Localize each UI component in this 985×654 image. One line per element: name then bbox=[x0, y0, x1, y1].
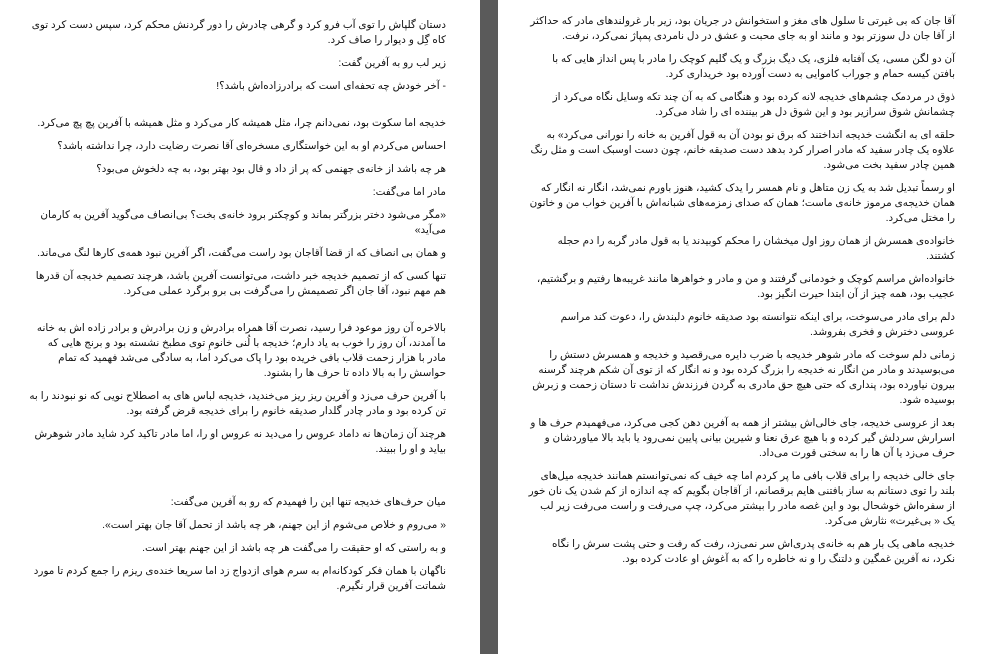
paragraph: «مگر می‌شود دختر بزرگتر بماند و کوچکتر برود خانه‌ی بخت؟ بی‌انصاف می‌گوید آفرین به کارمان می‌آید» bbox=[40, 210, 446, 236]
right-page-text bbox=[528, 14, 955, 567]
paragraph: خدیجه اما سکوت بود، نمی‌دانم چرا، مثل همیشه کار می‌کرد و مثل همیشه با آفرین پچ پچ می‌کرد. bbox=[37, 118, 446, 129]
paragraph: هر چه باشد از خانه‌ی جهنمی که پر از داد و قال بود بهتر بود، به چه دلخوش می‌بود؟ bbox=[96, 164, 446, 175]
paragraph: آقا جان که بی غیرتی تا سلول های مغز و استخوانش در جریان بود، زیر بار غرولندهای مادر که حداکثر از آقا جان دل سوزتر بود و مانند او به جای محبت و عشق در دل نامردی پمپاژ نمی‌کرد، نرفت. bbox=[530, 16, 955, 42]
right-page bbox=[498, 0, 985, 654]
paragraph: و به راستی که او حقیقت را می‌گفت هر چه باشد از این جهنم بهتر است. bbox=[142, 543, 446, 554]
paragraph: آن دو لگن مسی، یک آفتابه فلزی، یک دیگ بزرگ و یک گلیم کوچک را مادر با پس انداز هایی که با بافتن کیسه حمام و جوراب کاموایی به دست آورده بود خریداری کرد. bbox=[552, 54, 955, 80]
paragraph: او رسماً تبدیل شد به یک زن متاهل و نام همسر را یدک کشید، هنوز باورم نمی‌شد، انگار نه انگار که همان خدیجه‌ی مرموز خانه‌ی ماست؛ همان که صدای زمزمه‌های شبانه‌اش با آفرین خواب من و خاتون را مختل می‌کرد. bbox=[529, 183, 955, 224]
paragraph: دلم برای مادر می‌سوخت، برای اینکه نتوانسته بود صدیقه خانوم دلبندش را، دعوت کند مراسم عروسی دخترش و فخری بفروشد. bbox=[560, 312, 955, 338]
paragraph: خانواده‌اش مراسم کوچک و خودمانی گرفتند و من و مادر و خواهرها مانند غریبه‌ها رفتیم و برگشتیم، عجیب بود، همه چیز از آن ابتدا حیرت انگیز بود. bbox=[536, 274, 955, 300]
paragraph: احساس می‌کردم او به این خواستگاری مسخره‌ای آقا نصرت رضایت دارد، چرا نداشته باشد؟ bbox=[57, 141, 446, 152]
paragraph: خانواده‌ی همسرش از همان روز اول میخشان را محکم کوبیدند یا به قول مادر گربه را دم حجله کشتند. bbox=[557, 236, 955, 262]
paragraph: بالاخره آن روز موعود فرا رسید، نصرت آقا همراه برادرش و زن برادرش و برادر زاده اش به خانه ما آمدند، آن روز را خوب به یاد دارم؛ خدیجه با لُنی خانومِ توی مطبخ نشسته بود و برنج هایی که مادر با هزار زحمت قلاب بافی خریده بود را پاک می‌کرد اما، به سادگی می‌شد فهمید که تمام حواسش را به بالا داده تا حرف ها را بشنود. bbox=[36, 323, 446, 379]
paragraph: ناگهان با همان فکر کودکانه‌ام به سرم هوای ازدواج زد اما سریعا خنده‌ی ریزم را جمع کردم تا مورد شماتت آفرین قرار نگیرم. bbox=[33, 566, 446, 592]
paragraph: تنها کسی که از تصمیم خدیجه خبر داشت، می‌توانست آفرین باشد، هرچند تصمیم خدیجه آن قدرها هم مهم نبود، آقا جان اگر تصمیمش را می‌گرفت بی برو برگرد عملی می‌کرد. bbox=[35, 271, 446, 297]
paragraph: خدیجه ماهی یک بار هم به خانه‌ی پدری‌اش سر نمی‌زد، رفت که رفت و حتی پشت سرش را نگاه نکرد، نه آفرین غمگین و دلتنگ را و نه خاطره را که به آغوش او عادت کرده بود. bbox=[551, 539, 955, 565]
left-page-text bbox=[28, 18, 446, 594]
paragraph: هرچند آن زمان‌ها نه داماد عروس را می‌دید نه عروس او را، اما مادر تاکید کرد شاید مادر شوهرش بیاید و او را ببیند. bbox=[34, 429, 446, 455]
paragraph: جای خالی خدیجه را برای قلاب بافی ما پر کردم اما چه خیف که نمی‌توانستم همانند خدیجه میل‌های بلند را توی دستانم به ساز بافتنی هایم برقصانم، از آقاجان بگویم که چه اندازه از کم شدن یک نان خور از سفره‌اش خوشحال بود و این غصه مادر را بیشتر می‌کرد، چپ می‌رفت و راست می‌رفت زیر لب یک « بی‌غیرت» نثارش می‌کرد. bbox=[528, 471, 955, 527]
paragraph: حلقه ای به انگشت خدیجه انداختند که برق نو بودن آن به قول آفرین به خانه را نورانی می‌کرد» به علاوه یک چادر سفید که مادر اصرار کرد بدهد دست صدیقه خانم، چون دست اوسبک است و مثل رنگ همین چادر سفید بخت می‌شود. bbox=[530, 130, 955, 171]
page-gutter bbox=[480, 0, 498, 654]
paragraph: زیر لب رو به آفرین گفت: bbox=[338, 58, 446, 69]
paragraph: زمانی دلم سوخت که مادر شوهر خدیجه با ضرب دایره می‌رقصید و خدیجه و همسرش دستش را می‌بوسیدند و مادر من انگار نه خدیجه را بزرگ کرده بود و نه انگار که از توی آن شکم هرچند گرسنه بیرون نیاورده بود، پنداری که حتی هیچ حق مادری به گردن فرزندش نداشت تا دستان زحمت و زبرش بوسیده شود. bbox=[532, 350, 955, 406]
paragraph: با آفرین حرف می‌زد و آفرین ریز ریز می‌خندید، خدیجه لباس های به اصطلاح نویی که نو نبودند را به تن کرده بود و مادر چادر گلدار صدیقه خانوم را برای خدیجه قرض گرفته بود. bbox=[29, 391, 446, 417]
paragraph: بعد از عروسی خدیجه، جای خالی‌اش بیشتر از همه به آفرین دهن کجی می‌کرد، می‌فهمیدم حرف ها و اسرارش سردلش گیر کرده و با هیچ عرق نعنا و شیرین بیانی پایین نمی‌رود یا باید بالا میاوردشان و حرف می‌زد یا آن ها را به سختی قورت می‌داد. bbox=[530, 418, 955, 459]
paragraph: - آخر خودش چه تحفه‌ای است که برادرزاده‌اش باشد؟! bbox=[216, 81, 446, 92]
paragraph: دستان گلپاش را توی آب فرو کرد و گرهی چادرش را دور گردنش محکم کرد، سپس دست کرد توی کاه گِل و دیوار را صاف کرد. bbox=[31, 20, 446, 46]
paragraph: و همان بی انصاف که از قضا آقاجان بود راست می‌گفت، اگر آفرین نبود همه‌ی کارها لنگ می‌ماند. bbox=[37, 248, 446, 259]
paragraph: « می‌روم و خلاص می‌شوم از این جهنم، هر چه باشد از تحمل آقا جان بهتر است». bbox=[102, 520, 446, 531]
paragraph: میان حرف‌های خدیجه تنها این را فهمیدم که رو به آفرین می‌گفت: bbox=[170, 497, 446, 508]
paragraph: ذوق در مردمک چشم‌های خدیجه لانه کرده بود و هنگامی که به آن چند تکه وسایل نگاه می‌کرد از چشمانش شوق سرازیر بود و این شوق دل هر بیننده ای را شاد می‌کرد. bbox=[552, 92, 955, 118]
paragraph: مادر اما می‌گفت: bbox=[372, 187, 446, 198]
left-page bbox=[0, 0, 480, 654]
